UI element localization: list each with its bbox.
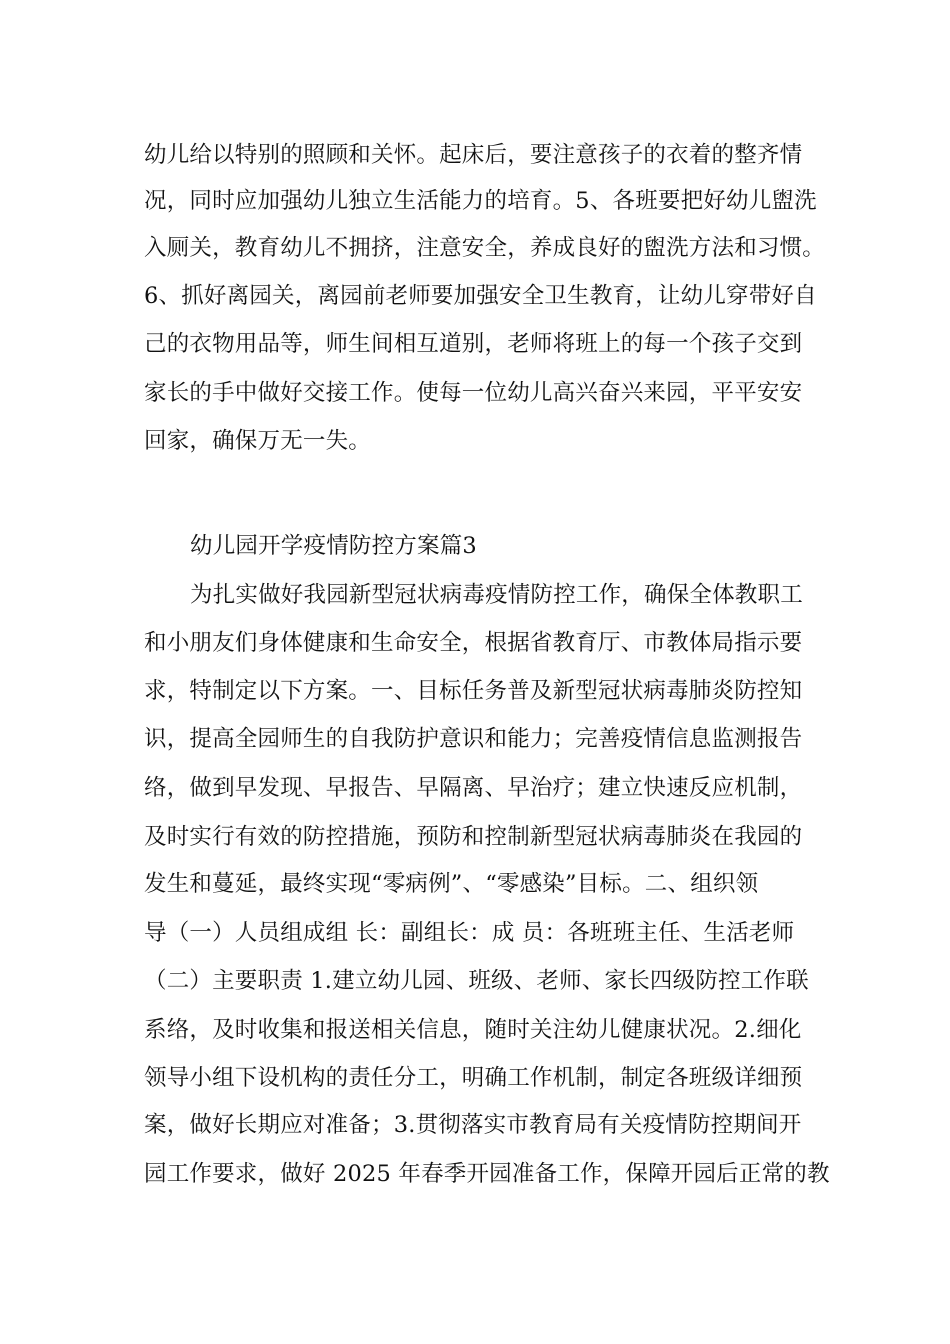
paragraph-line: 回家，确保万无一失。 (144, 428, 372, 454)
paragraph-line: 导（一）人员组成组 长：副组长：成 员：各班班主任、生活老师 (144, 920, 795, 946)
paragraph-line: 入厕关，教育幼儿不拥挤，注意安全，养成良好的盥洗方法和习惯。 (144, 235, 826, 261)
paragraph-line: 园工作要求，做好 2025 年春季开园准备工作，保障开园后正常的教 (144, 1161, 830, 1187)
paragraph-line: 系络，及时收集和报送相关信息，随时关注幼儿健康状况。2.细化 (144, 1017, 802, 1043)
paragraph-line: 和小朋友们身体健康和生命安全，根据省教育厅、市教体局指示要 (144, 630, 803, 656)
paragraph-line: 幼儿给以特别的照顾和关怀。起床后，要注意孩子的衣着的整齐情 (144, 142, 803, 168)
paragraph-line: 求，特制定以下方案。一、目标任务普及新型冠状病毒肺炎防控知 (144, 678, 803, 704)
paragraph-line: 况，同时应加强幼儿独立生活能力的培育。5、各班要把好幼儿盥洗 (144, 188, 817, 214)
paragraph-line: 案，做好长期应对准备；3.贯彻落实市教育局有关疫情防控期间开 (144, 1112, 802, 1138)
section-title: 幼儿园开学疫情防控方案篇3 (190, 533, 477, 559)
paragraph-line: 为扎实做好我园新型冠状病毒疫情防控工作，确保全体教职工 (190, 582, 803, 608)
paragraph-line: 及时实行有效的防控措施，预防和控制新型冠状病毒肺炎在我园的 (144, 824, 803, 850)
paragraph-line: 发生和蔓延，最终实现“零病例”、“零感染”目标。二、组织领 (144, 871, 759, 897)
paragraph-line: 络，做到早发现、早报告、早隔离、早治疗；建立快速反应机制， (144, 775, 803, 801)
paragraph-line: 识，提高全园师生的自我防护意识和能力；完善疫情信息监测报告 (144, 726, 803, 752)
paragraph-line: 6、抓好离园关，离园前老师要加强安全卫生教育，让幼儿穿带好自 (144, 283, 817, 309)
paragraph-line: （二）主要职责 1.建立幼儿园、班级、老师、家长四级防控工作联 (144, 968, 809, 994)
paragraph-line: 家长的手中做好交接工作。使每一位幼儿高兴奋兴来园，平平安安 (144, 380, 803, 406)
paragraph-line: 领导小组下设机构的责任分工，明确工作机制，制定各班级详细预 (144, 1065, 803, 1091)
paragraph-line: 己的衣物用品等，师生间相互道别，老师将班上的每一个孩子交到 (144, 331, 803, 357)
